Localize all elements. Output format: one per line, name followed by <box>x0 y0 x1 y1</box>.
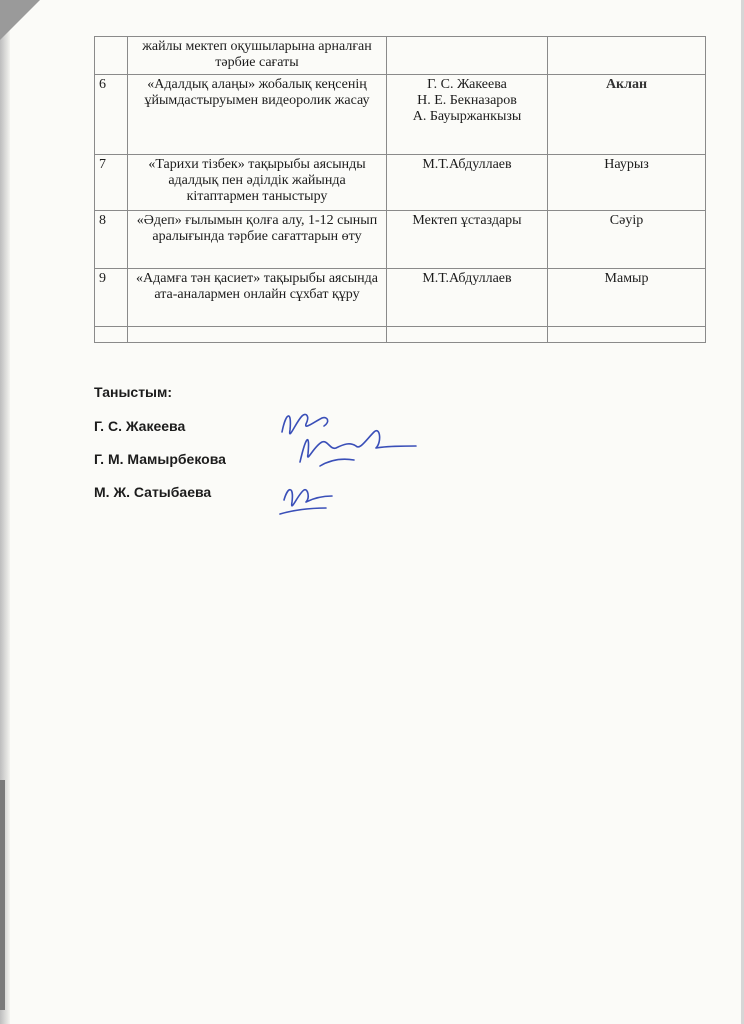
responsible-cell <box>387 327 548 343</box>
table-row <box>95 155 706 211</box>
event-cell: «Адамға тән қасиет» тақырыбы аясында ата-аналармен онлайн сұхбат құру <box>128 269 387 327</box>
signatory-name: Г. С. Жакеева <box>94 418 186 434</box>
row-number: 8 <box>95 211 128 269</box>
event-cell <box>128 327 387 343</box>
row-number: 7 <box>95 155 128 211</box>
table-row <box>95 269 706 327</box>
row-number: 6 <box>95 75 128 155</box>
responsible-cell: Мектеп ұстаздары <box>387 211 548 269</box>
row-number <box>95 327 128 343</box>
signature-2 <box>300 431 416 462</box>
table-row <box>95 75 706 155</box>
acknowledgement-section <box>94 384 226 517</box>
responsible-cell: М.Т.Абдуллаев <box>387 269 548 327</box>
timing-cell <box>548 327 706 343</box>
event-cell: «Тарихи тізбек» тақырыбы аясынды адалдық пен әділдік жайында кітаптармен таныстыру <box>128 155 387 211</box>
signature-2-mark <box>320 459 354 466</box>
responsible-cell: Г. С. Жакеева Н. Е. Бекназаров А. Бауыржанкызы <box>387 75 548 155</box>
responsible-cell <box>387 37 548 75</box>
signatory-name: М. Ж. Сатыбаева <box>94 484 212 500</box>
timing-cell: Аклан <box>548 75 706 155</box>
table-row <box>95 37 706 75</box>
signature-1 <box>282 414 328 433</box>
event-plan-table <box>94 36 706 343</box>
timing-cell: Сәуір <box>548 211 706 269</box>
table-row <box>95 327 706 343</box>
acknowledgement-title: Таныстым: <box>94 384 173 400</box>
row-number <box>95 37 128 75</box>
signatory-name: Г. М. Мамырбекова <box>94 451 226 467</box>
handwritten-signatures <box>270 402 430 532</box>
timing-cell: Мамыр <box>548 269 706 327</box>
scan-binding-mark <box>0 780 5 1010</box>
signature-3 <box>284 490 332 506</box>
responsible-cell: М.Т.Абдуллаев <box>387 155 548 211</box>
signature-3-underline <box>280 508 326 514</box>
timing-cell: Наурыз <box>548 155 706 211</box>
event-cell: жайлы мектеп оқушыларына арналған тәрбие сағаты <box>128 37 387 75</box>
event-cell: «Адалдық алаңы» жобалық кеңсенің ұйымдастыруымен видеоролик жасау <box>128 75 387 155</box>
event-cell: «Әдеп» ғылымын қолға алу, 1-12 сынып аралығында тәрбие сағаттарын өту <box>128 211 387 269</box>
table-row <box>95 211 706 269</box>
row-number: 9 <box>95 269 128 327</box>
timing-cell <box>548 37 706 75</box>
scan-folded-corner <box>0 0 40 40</box>
